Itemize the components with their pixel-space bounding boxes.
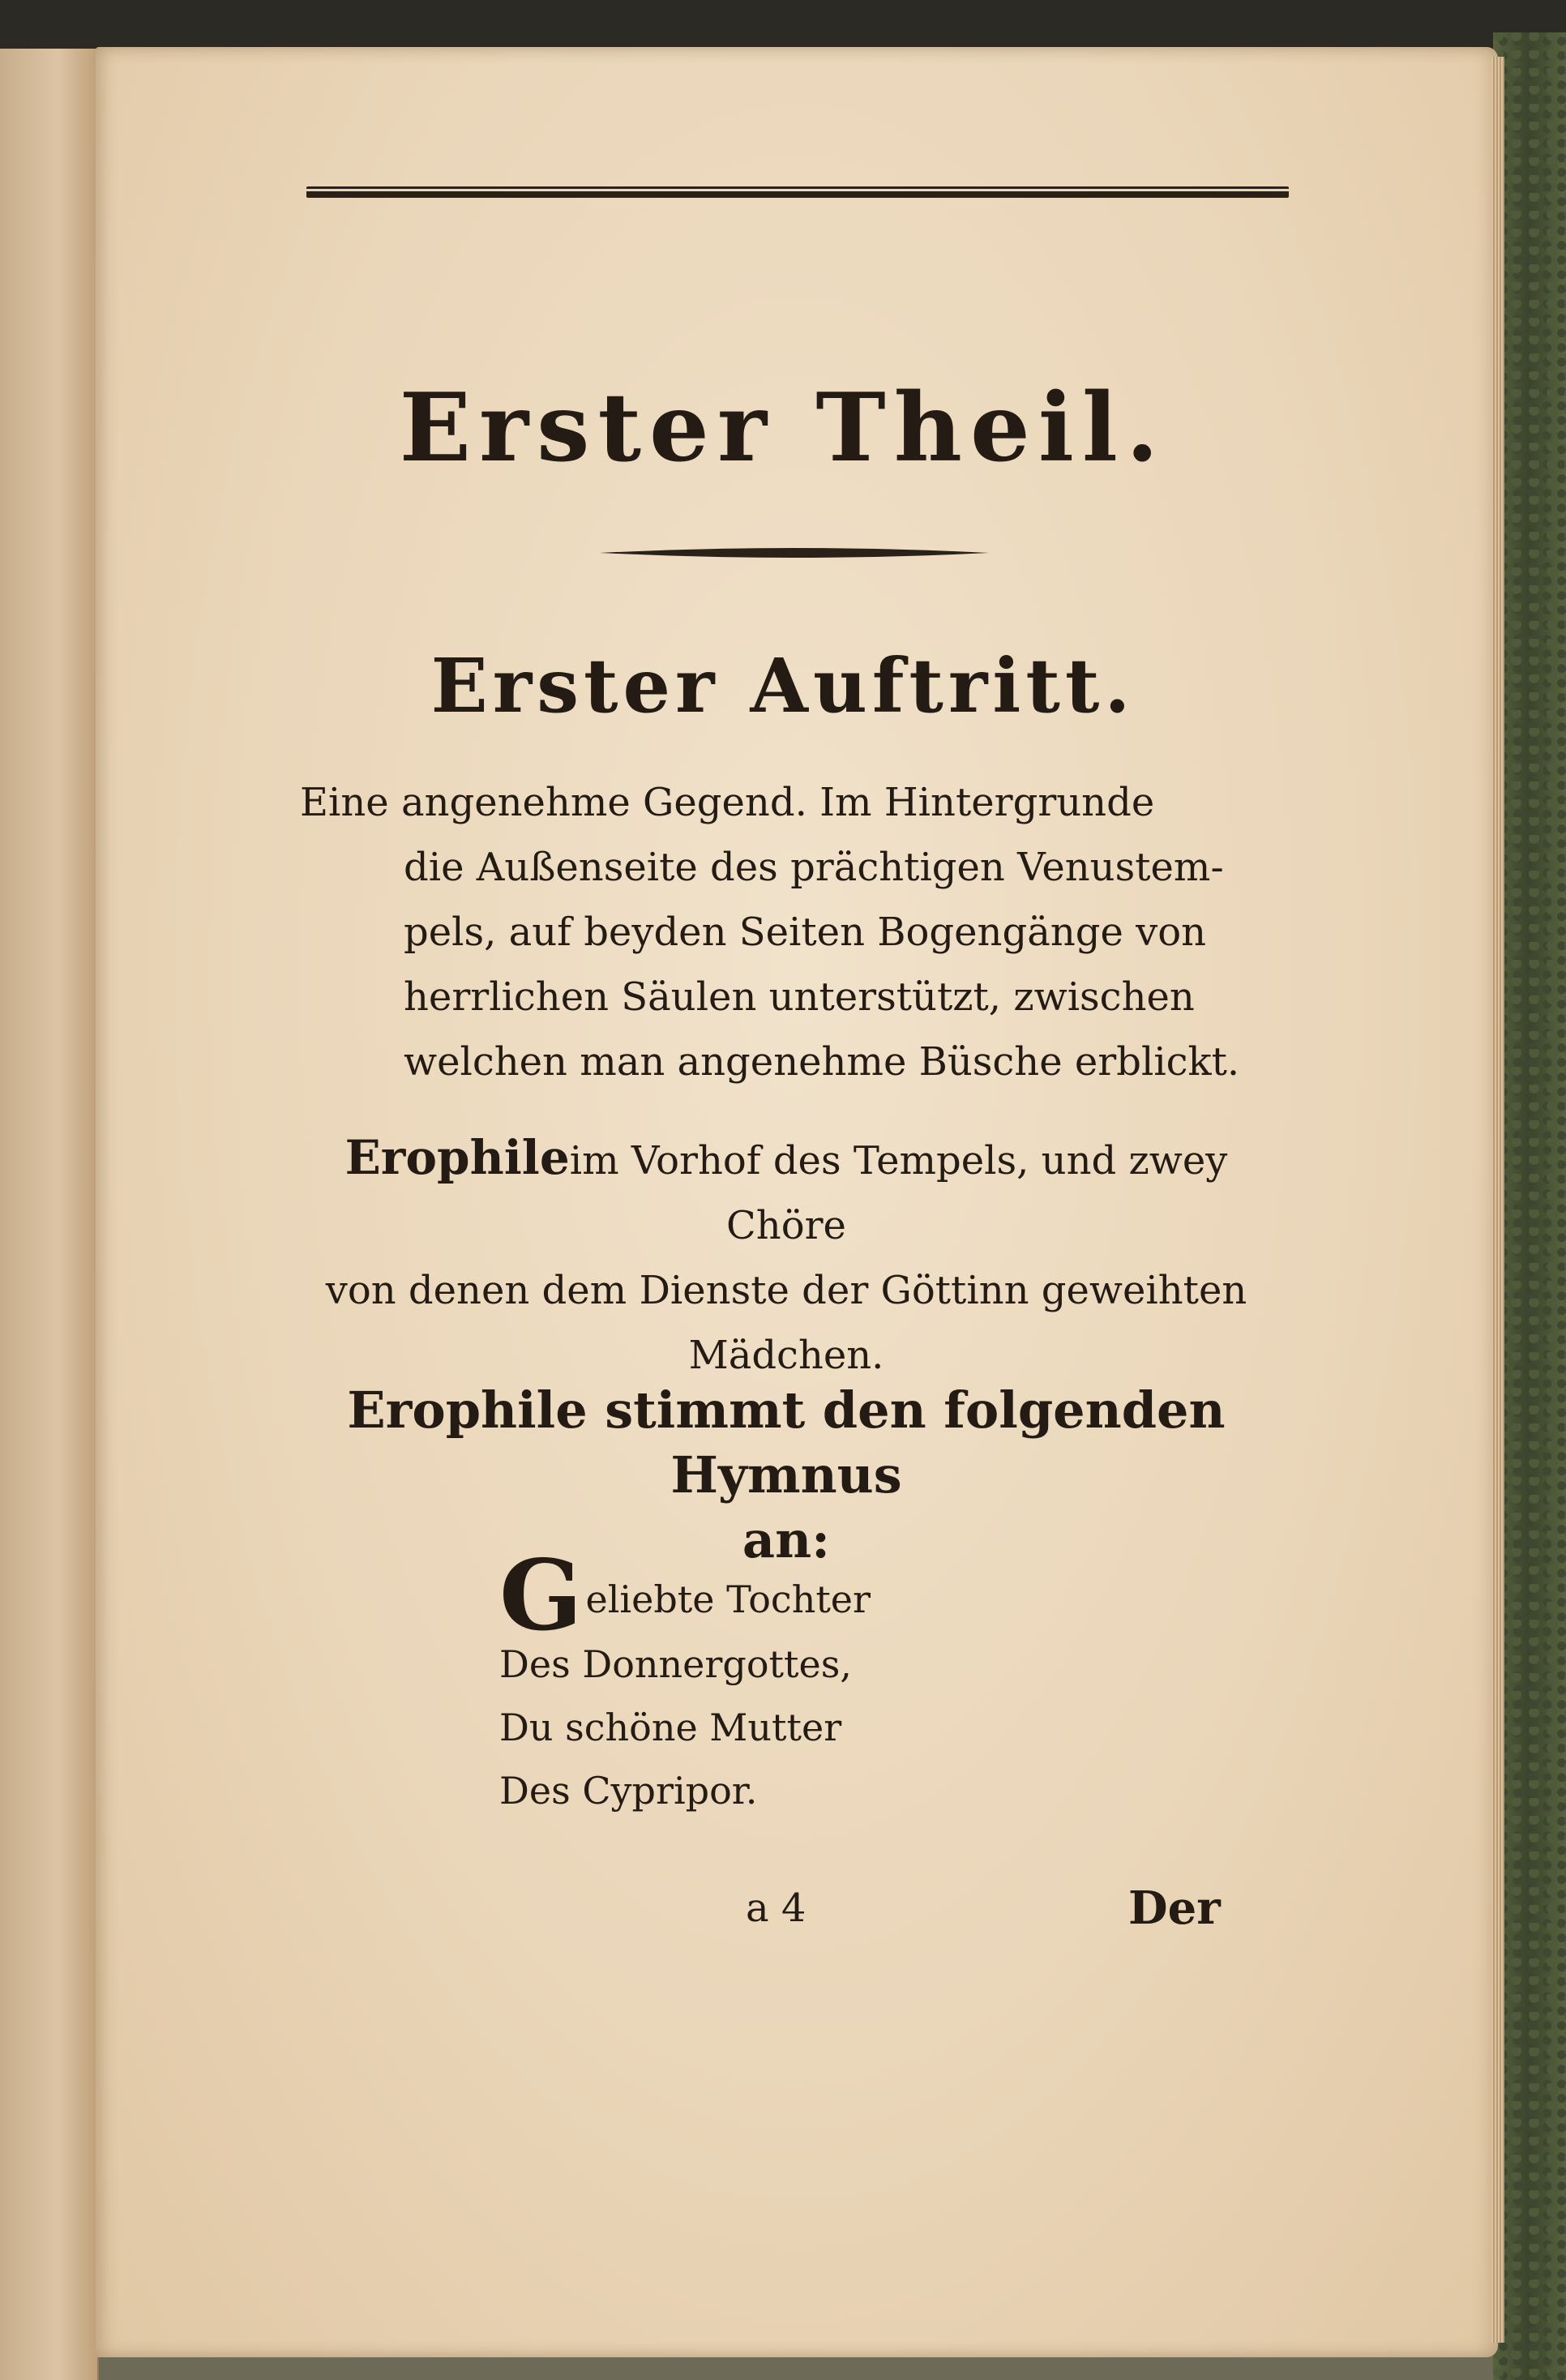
scene-title: Erster Auftritt.	[430, 642, 1136, 730]
verse-line: Du schöne Mutter	[499, 1706, 842, 1749]
catchword: Der	[1128, 1881, 1221, 1935]
setting-line: pels, auf beyden Seiten Bogengänge von	[404, 910, 1207, 955]
hymn-intro-line1: Erophile stimmt den folgenden Hymnus	[347, 1380, 1226, 1505]
background-strip	[0, 0, 1566, 49]
characters-description	[300, 1125, 1273, 1388]
signature-mark: a 4	[746, 1886, 807, 1931]
setting-line: welchen man angenehme Büsche erblickt.	[404, 1039, 1240, 1085]
ornament-rule	[600, 545, 989, 561]
verse-line: Des Cypripor.	[499, 1769, 758, 1813]
characters-text-line2: von denen dem Dienste der Göttinn geweihten	[325, 1268, 1247, 1313]
setting-description	[300, 770, 1273, 1094]
hymn-intro	[300, 1378, 1273, 1573]
verse-line: Des Donnergottes,	[499, 1642, 852, 1686]
hymn-intro-line2: an:	[742, 1510, 831, 1569]
setting-line: die Außenseite des prächtigen Venustem-	[404, 845, 1224, 890]
drop-cap: G	[499, 1539, 583, 1653]
part-title: Erster Theil.	[399, 373, 1167, 483]
character-name: Erophile	[344, 1130, 570, 1185]
setting-line: herrlichen Säulen unterstützt, zwischen	[404, 974, 1195, 1020]
characters-text-line3: Mädchen.	[688, 1333, 884, 1378]
setting-line: Eine angenehme Gegend. Im Hintergrunde	[300, 780, 1155, 825]
header-rule	[306, 186, 1289, 198]
characters-text: im Vorhof des Tempels, und zwey Chöre	[569, 1138, 1228, 1248]
verse-line: eliebte Tochter	[585, 1577, 871, 1621]
